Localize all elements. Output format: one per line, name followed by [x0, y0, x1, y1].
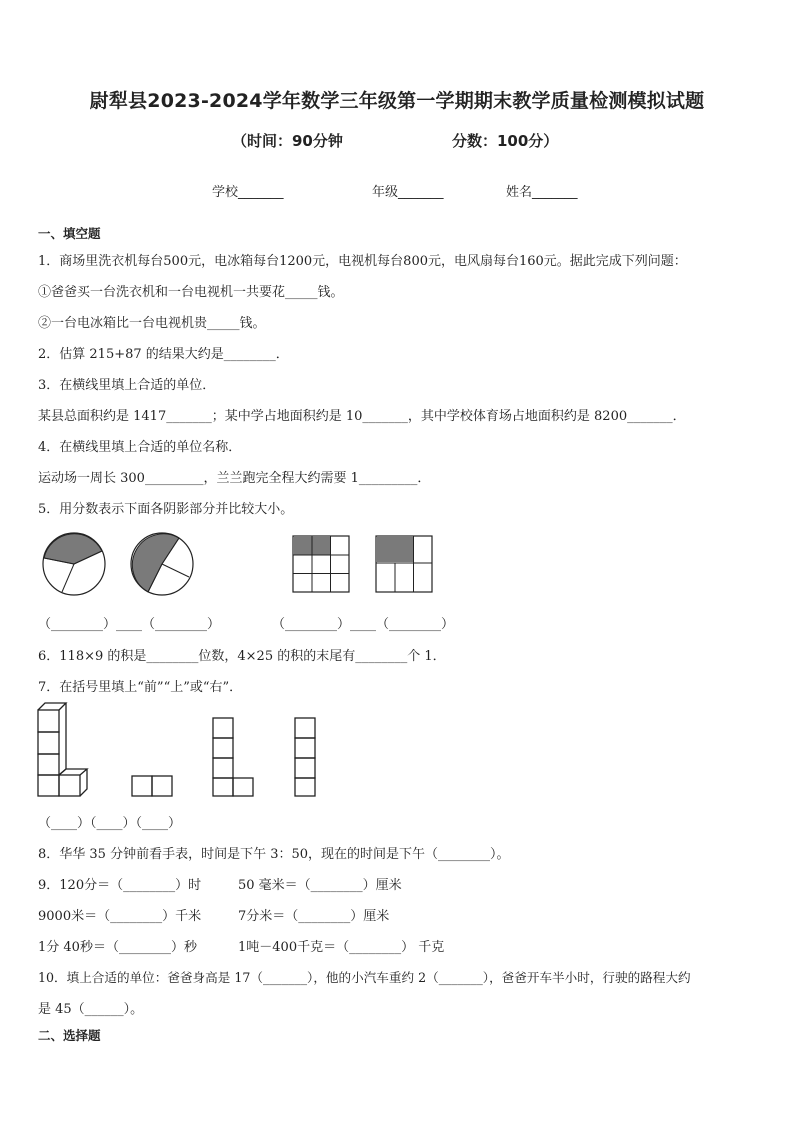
- question-9-row2-a: 9000米＝（________）千米: [38, 909, 202, 924]
- question-10: 10．填上合适的单位：爸爸身高是 17（_______），他的小汽车重约 2（_______），爸爸开车半小时，行驶的路程大约: [38, 970, 691, 985]
- cube-column-view: [293, 715, 319, 799]
- circle-figure-1: [41, 531, 107, 597]
- cube-front-view: [130, 773, 174, 799]
- question-1a: ①爸爸买一台洗衣机和一台电视机一共要花_____钱。: [38, 285, 344, 300]
- question-7-blanks[interactable]: （____）（____）（____）: [38, 816, 182, 831]
- question-8: 8．华华 35 分钟前看手表，时间是下午 3：50，现在的时间是下午（________）。: [38, 847, 510, 862]
- question-1: 1．商场里洗衣机每台500元，电冰箱每台1200元，电视机每台800元，电风扇每台160元。据此完成下列问题：: [38, 254, 687, 269]
- question-9-row2-b: 7分米＝（________）厘米: [238, 909, 390, 924]
- question-9-row3-b: 1吨－400千克＝（________） 千克: [238, 940, 445, 955]
- circle-figure-2: [129, 531, 195, 597]
- question-4: 4．在横线里填上合适的单位名称．: [38, 440, 242, 455]
- question-9-row1-b: 50 毫米＝（________）厘米: [238, 878, 402, 893]
- question-5-blanks-left[interactable]: （________）____（________）: [38, 617, 221, 632]
- section-fill-heading: 一、填空题: [38, 226, 101, 241]
- exam-title: 尉犁县2023-2024学年数学三年级第一学期期末教学质量检测模拟试题: [89, 90, 705, 112]
- cube-stack-3d: [36, 701, 92, 799]
- question-3: 3．在横线里填上合适的单位．: [38, 378, 216, 393]
- name-field: 姓名_______: [506, 185, 578, 200]
- question-6: 6．118×9 的积是________位数，4×25 的积的末尾有________个 1．: [38, 649, 446, 664]
- question-10b: 是 45（______）。: [38, 1002, 144, 1017]
- question-5-blanks-right[interactable]: （________）____（________）: [272, 617, 455, 632]
- school-field: 学校_______: [212, 185, 284, 200]
- section-choice-heading: 二、选择题: [38, 1028, 101, 1043]
- exam-time: （时间：90分钟: [232, 132, 343, 150]
- question-9-row1-a: 9．120分＝（________）时: [38, 878, 202, 893]
- exam-score: 分数：100分）: [452, 132, 559, 150]
- grade-field: 年级_______: [372, 185, 444, 200]
- question-4a: 运动场一周长 300_________，兰兰跑完全程大约需要 1_________．: [38, 471, 431, 486]
- question-9-row3-a: 1分 40秒＝（________）秒: [38, 940, 197, 955]
- cube-l-view: [211, 715, 255, 799]
- question-2: 2．估算 215+87 的结果大约是________．: [38, 347, 289, 362]
- grid-figure-1: [292, 535, 352, 595]
- grid-figure-2: [375, 535, 435, 595]
- question-1b: ②一台电冰箱比一台电视机贵_____钱。: [38, 316, 266, 331]
- question-7: 7．在括号里填上“前”“上”或“右”．: [38, 680, 243, 695]
- question-3a: 某县总面积约是 1417_______；某中学占地面积约是 10_______，其中学校体育场占地面积约是 8200_______．: [38, 409, 686, 424]
- question-5: 5．用分数表示下面各阴影部分并比较大小。: [38, 502, 294, 517]
